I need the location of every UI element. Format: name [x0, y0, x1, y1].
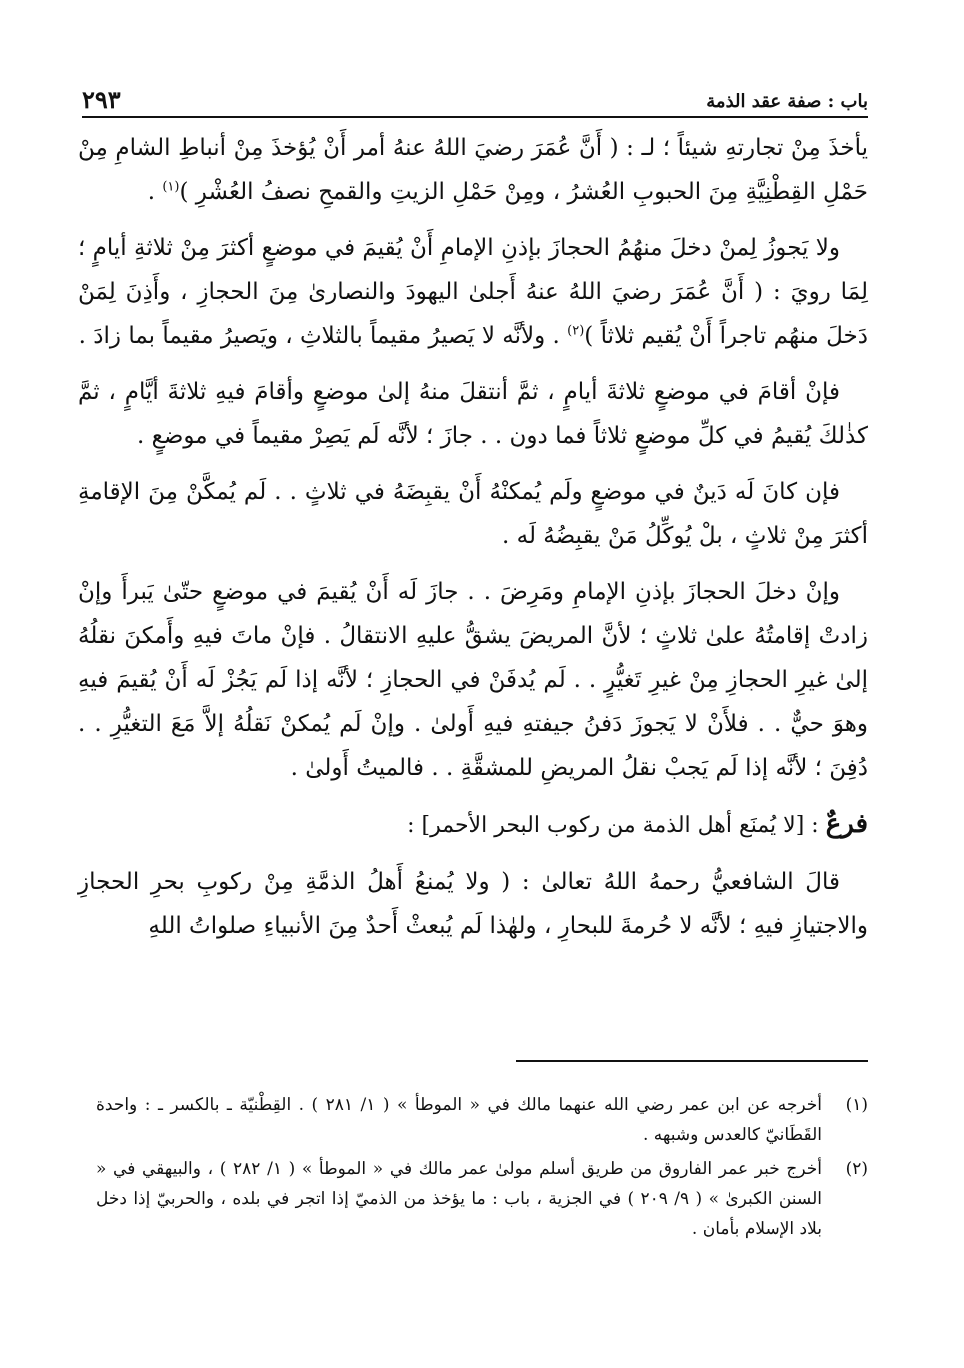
paragraph-3: فإنْ أقامَ في موضعٍ ثلاثةَ أيامٍ ، ثمَّ أنتقلَ منهُ إلىٰ موضعٍ وأقامَ فيهِ ثلاثةَ أيَّامٍ ، ثمَّ كذٰلكَ يُقيمُ في كلِّ موضعٍ ثلاثاً فما دون . . جازَ ؛ لأنَّه لَم يَصِرْ مقيماً في موضعٍ .	[78, 379, 868, 449]
section-heading	[78, 802, 868, 848]
paragraph-4: فإن كانَ لَه دَينٌ في موضعٍ ولَم يُمكنْهُ أَنْ يقبِضَهُ في ثلاثٍ . . لَم يُمكَّنْ مِنَ الإقامةِ أكثرَ مِنْ ثلاثٍ ، بلْ يُوكِّلُ مَنْ يقبِضُهُ لَه .	[78, 479, 868, 549]
section-title: : [لا يُمنَع أهل الذمة من ركوب البحر الأحمر] :	[407, 813, 826, 838]
footnote-ref-1: (١)	[162, 179, 180, 195]
section-label: فرعٌ	[825, 809, 868, 839]
paragraph-1-end: .	[147, 179, 163, 205]
footnote-2-number: (٢)	[845, 1159, 868, 1179]
paragraph-6: قالَ الشافعيُّ رحمهُ اللهُ تعالىٰ : ( ولا يُمنعُ أَهلُ الذمَّةِ مِنْ ركوبِ بحرِ الحجازِ والاجتيازِ فيهِ ؛ لأنَّه لا حُرمةَ للبحارِ ، ولهٰذا لَم يُبعثْ أَحدٌ مِنَ الأنبياءِ صلواتُ اللهِ	[78, 869, 868, 939]
running-head: باب : صفة عقد الذمة	[706, 91, 868, 112]
paragraph-1-text: يأخذَ مِنْ تجارتهِ شيئاً ؛ لـ : ( أَنَّ عُمَرَ رضيَ اللهُ عنهُ أمر أَنْ يُؤخذَ مِنْ أنباطِ الشامِ مِنْ حَمْلِ القِطْنِيَّةِ مِنَ الحبوبِ العُشرُ ، ومِنْ حَمْلِ الزيتِ والقمحِ نصفُ العُشْرِ )	[78, 135, 868, 205]
paragraph-2	[78, 226, 868, 358]
footnote-2	[96, 1154, 868, 1244]
paragraph-2-end: . ولأنَّه لا يَصيرُ مقيماً بالثلاثِ ، ويَصيرُ مقيماً بما زادَ .	[78, 323, 568, 349]
paragraph-2-text: ولا يَجوزُ لِمنْ دخلَ منهُمُ الحجازَ بإذنِ الإمامِ أَنْ يُقيمَ في موضعٍ أكثرَ مِنْ ثلاثةِ أيامٍ ؛ لِمَا رويَ : ( أَنَّ عُمَرَ رضيَ اللهُ عنهُ أَجلىٰ اليهودَ والنصارىٰ مِنَ الحجازِ ، وأَذِنَ لِمَنْ دَخلَ منهُم تاجراً أَنْ يُقيم ثلاثاً )	[78, 235, 868, 349]
main-text	[78, 126, 868, 960]
footnote-1-number: (١)	[845, 1095, 868, 1115]
page-number: ٢٩٣	[82, 85, 121, 114]
paragraph-5: وإنْ دخلَ الحجازَ بإذنِ الإمامِ ومَرِضَ . . جازَ لَه أَنْ يُقيمَ في موضعٍ حتّىٰ يَبرأَ وإنْ زادتْ إقامتُهُ علىٰ ثلاثٍ ؛ لأنَّ المريضَ يشقُّ عليهِ الانتقالُ . فإنْ ماتَ فيهِ وأَمكنَ نقلُهُ إلىٰ غيرِ الحجازِ مِنْ غيرِ تَغيُّرٍ . . لَم يُدفَنْ في الحجازِ ؛ لأنَّه إذا لَم يَجُزْ لَه أَنْ يُقيمَ فيهِ وهوَ حيٌّ . . فلأَنْ لا يَجوزَ دَفنُ جيفتهِ فيهِ أَولىٰ . وإنْ لَم يُمكنْ نَقلُهُ إلاَّ مَعَ التغيُّرِ . . دُفِنَ ؛ لأنَّه إذا لَم يَجبْ نقلُ المريضِ للمشقَّةِ . . فالميتُ أَولىٰ .	[78, 579, 868, 781]
footnote-1-text: أخرجه عن ابن عمر رضي الله عنهما مالك في « الموطأ » ( ١/ ٢٨١ ) . القِطْنيّة ـ بالكسر ـ : واحدة القَطَانيّ كالعدس وشبهه .	[96, 1095, 823, 1145]
footnotes	[96, 1090, 868, 1248]
footnote-1	[96, 1090, 868, 1150]
page-header	[82, 82, 868, 118]
footnote-divider	[516, 1060, 868, 1062]
footnote-ref-2: (٢)	[567, 323, 585, 339]
footnote-2-text: أخرج خبر عمر الفاروق من طريق أسلم مولىٰ عمر مالك في « الموطأ » ( ١/ ٢٨٢ ) ، والبيهقي في « السنن الكبرىٰ » ( ٩/ ٢٠٩ ) في الجزية ، باب : ما يؤخذ من الذميّ إذا اتجر في بلده ، والحربيّ إذا دخل بلاد الإسلام بأمان .	[96, 1159, 822, 1239]
paragraph-1	[78, 126, 868, 214]
